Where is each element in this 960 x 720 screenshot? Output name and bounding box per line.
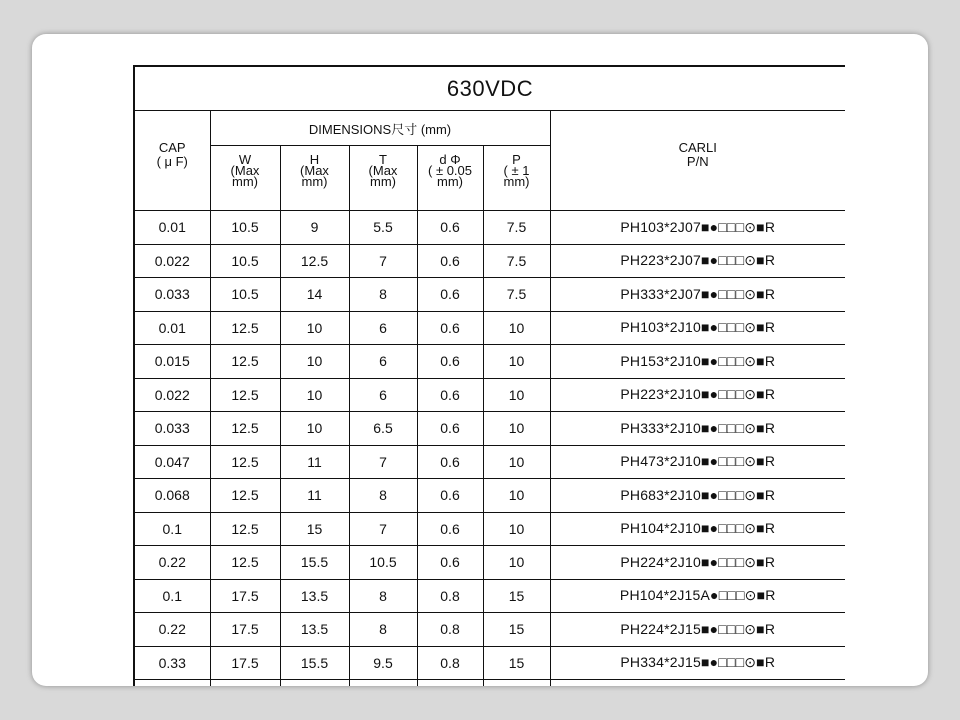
- h-cell: 9: [280, 211, 349, 245]
- d-cell: 0.6: [417, 345, 483, 379]
- subheader-width-line: (Max: [230, 163, 260, 178]
- cap-cell: 0.1: [134, 579, 210, 613]
- t-cell: 6: [349, 378, 417, 412]
- part-number-cell: PH103*2J07■●□□□⊙■R: [550, 211, 845, 245]
- d-cell: 0.8: [417, 646, 483, 680]
- cap-cell: 0.015: [134, 345, 210, 379]
- cap-cell: 0.068: [134, 479, 210, 513]
- p-cell: 15: [483, 613, 550, 647]
- table-row: [134, 378, 845, 412]
- w-cell: 12.5: [210, 345, 280, 379]
- d-cell: 0.6: [417, 378, 483, 412]
- cap-cell: 0.022: [134, 244, 210, 278]
- cap-header: [134, 111, 210, 211]
- subheader-height-line: H: [309, 152, 320, 167]
- p-cell: 15: [483, 579, 550, 613]
- t-cell: 7: [349, 512, 417, 546]
- p-cell: 10: [483, 378, 550, 412]
- d-cell: 0.8: [417, 579, 483, 613]
- d-cell: 0.6: [417, 244, 483, 278]
- h-cell: 10: [280, 345, 349, 379]
- t-cell: 6: [349, 311, 417, 345]
- p-cell: 10: [483, 412, 550, 446]
- cap-cell: 0.22: [134, 613, 210, 647]
- part-number-cell: PH223*2J07■●□□□⊙■R: [550, 244, 845, 278]
- table-row: [134, 479, 845, 513]
- t-cell: 8: [349, 479, 417, 513]
- t-cell: 6: [349, 345, 417, 379]
- p-cell: 10: [483, 479, 550, 513]
- subheader-pitch: [483, 146, 550, 211]
- part-number-cell: PH223*2J10■●□□□⊙■R: [550, 378, 845, 412]
- subheader-pitch-line: ( ± 1: [503, 163, 530, 178]
- subheader-pitch-line: mm): [503, 174, 530, 189]
- table-row: [134, 211, 845, 245]
- d-cell: [417, 680, 483, 687]
- cap-cell: 0.22: [134, 546, 210, 580]
- subheader-height-line: mm): [301, 174, 328, 189]
- carli-header-line2: P/N: [686, 154, 709, 169]
- subheader-thickness-line: (Max: [368, 163, 398, 178]
- part-number-cell: PH333*2J07■●□□□⊙■R: [550, 278, 845, 312]
- subheader-lead-diameter-line: ( ± 0.05: [428, 163, 472, 178]
- h-cell: 10: [280, 378, 349, 412]
- p-cell: 10: [483, 345, 550, 379]
- t-cell: 8: [349, 278, 417, 312]
- table-row: [134, 412, 845, 446]
- slide-card: [32, 34, 928, 686]
- part-number-cell: PH104*2J15A●□□□⊙■R: [550, 579, 845, 613]
- t-cell: 9.5: [349, 646, 417, 680]
- cap-cell: 0.01: [134, 311, 210, 345]
- d-cell: 0.6: [417, 211, 483, 245]
- table-row: [134, 613, 845, 647]
- h-cell: 15: [280, 512, 349, 546]
- p-cell: 15: [483, 646, 550, 680]
- t-cell: [349, 680, 417, 687]
- subheader-lead-diameter-line: mm): [437, 174, 463, 189]
- cap-cell: 0.33: [134, 646, 210, 680]
- subheader-lead-diameter: [417, 146, 483, 211]
- cap-cell: 0.01: [134, 211, 210, 245]
- w-cell: 12.5: [210, 546, 280, 580]
- h-cell: 10: [280, 311, 349, 345]
- cap-cell: 0.033: [134, 412, 210, 446]
- h-cell: 15.5: [280, 546, 349, 580]
- carli-pn-header: [550, 111, 845, 211]
- voltage-title: 630VDC: [134, 66, 845, 111]
- h-cell: 11: [280, 479, 349, 513]
- cap-cell: 0.033: [134, 278, 210, 312]
- h-cell: 12.5: [280, 244, 349, 278]
- w-cell: 12.5: [210, 445, 280, 479]
- p-cell: 10: [483, 311, 550, 345]
- capacitor-spec-table: [133, 65, 845, 686]
- carli-header-line1: CARLI: [678, 140, 717, 155]
- w-cell: 17.5: [210, 646, 280, 680]
- cap-header-line2: ( μ F): [156, 154, 188, 169]
- w-cell: 10.5: [210, 278, 280, 312]
- cap-cell: 0.047: [134, 445, 210, 479]
- w-cell: 12.5: [210, 512, 280, 546]
- d-cell: 0.6: [417, 445, 483, 479]
- part-number-cell: PH153*2J10■●□□□⊙■R: [550, 345, 845, 379]
- p-cell: 7.5: [483, 278, 550, 312]
- t-cell: 8: [349, 579, 417, 613]
- p-cell: 10: [483, 546, 550, 580]
- w-cell: 17.5: [210, 613, 280, 647]
- h-cell: 10: [280, 412, 349, 446]
- h-cell: 13.5: [280, 613, 349, 647]
- cap-cell: [134, 680, 210, 687]
- p-cell: 7.5: [483, 244, 550, 278]
- subheader-width: [210, 146, 280, 211]
- t-cell: 7: [349, 244, 417, 278]
- table-row: [134, 546, 845, 580]
- cap-cell: 0.1: [134, 512, 210, 546]
- h-cell: 15.5: [280, 646, 349, 680]
- part-number-cell: [550, 680, 845, 687]
- part-number-cell: PH333*2J10■●□□□⊙■R: [550, 412, 845, 446]
- w-cell: 12.5: [210, 479, 280, 513]
- part-number-cell: PH103*2J10■●□□□⊙■R: [550, 311, 845, 345]
- t-cell: 6.5: [349, 412, 417, 446]
- subheader-width-line: mm): [232, 174, 258, 189]
- w-cell: 12.5: [210, 378, 280, 412]
- d-cell: 0.6: [417, 311, 483, 345]
- part-number-cell: PH224*2J10■●□□□⊙■R: [550, 546, 845, 580]
- d-cell: 0.8: [417, 613, 483, 647]
- table-row: [134, 278, 845, 312]
- t-cell: 10.5: [349, 546, 417, 580]
- h-cell: 14: [280, 278, 349, 312]
- table-row: [134, 445, 845, 479]
- subheader-thickness: [349, 146, 417, 211]
- w-cell: 10.5: [210, 211, 280, 245]
- subheader-height: [280, 146, 349, 211]
- d-cell: 0.6: [417, 512, 483, 546]
- table-row: [134, 680, 845, 687]
- p-cell: 7.5: [483, 211, 550, 245]
- w-cell: [210, 680, 280, 687]
- h-cell: 13.5: [280, 579, 349, 613]
- d-cell: 0.6: [417, 278, 483, 312]
- part-number-cell: PH334*2J15■●□□□⊙■R: [550, 646, 845, 680]
- w-cell: 17.5: [210, 579, 280, 613]
- subheader-pitch-line: P: [512, 152, 521, 167]
- part-number-cell: PH224*2J15■●□□□⊙■R: [550, 613, 845, 647]
- subheader-thickness-line: mm): [370, 174, 396, 189]
- table-row: [134, 345, 845, 379]
- t-cell: 7: [349, 445, 417, 479]
- table-row: [134, 579, 845, 613]
- w-cell: 12.5: [210, 311, 280, 345]
- h-cell: 11: [280, 445, 349, 479]
- subheader-lead-diameter-line: d Φ: [439, 152, 461, 167]
- w-cell: 10.5: [210, 244, 280, 278]
- dimensions-header: DIMENSIONS尺寸 (mm): [210, 111, 550, 146]
- t-cell: 8: [349, 613, 417, 647]
- part-number-cell: PH473*2J10■●□□□⊙■R: [550, 445, 845, 479]
- cap-cell: 0.022: [134, 378, 210, 412]
- p-cell: 10: [483, 445, 550, 479]
- d-cell: 0.6: [417, 479, 483, 513]
- subheader-width-line: W: [238, 152, 252, 167]
- table-row: [134, 646, 845, 680]
- table-row: [134, 512, 845, 546]
- subheader-height-line: (Max: [300, 163, 329, 178]
- w-cell: 12.5: [210, 412, 280, 446]
- p-cell: 10: [483, 512, 550, 546]
- table-row: [134, 244, 845, 278]
- h-cell: [280, 680, 349, 687]
- d-cell: 0.6: [417, 412, 483, 446]
- spec-sheet: [133, 65, 845, 686]
- d-cell: 0.6: [417, 546, 483, 580]
- subheader-thickness-line: T: [379, 152, 387, 167]
- table-row: [134, 311, 845, 345]
- p-cell: [483, 680, 550, 687]
- cap-header-line1: CAP: [158, 140, 186, 155]
- part-number-cell: PH104*2J10■●□□□⊙■R: [550, 512, 845, 546]
- part-number-cell: PH683*2J10■●□□□⊙■R: [550, 479, 845, 513]
- t-cell: 5.5: [349, 211, 417, 245]
